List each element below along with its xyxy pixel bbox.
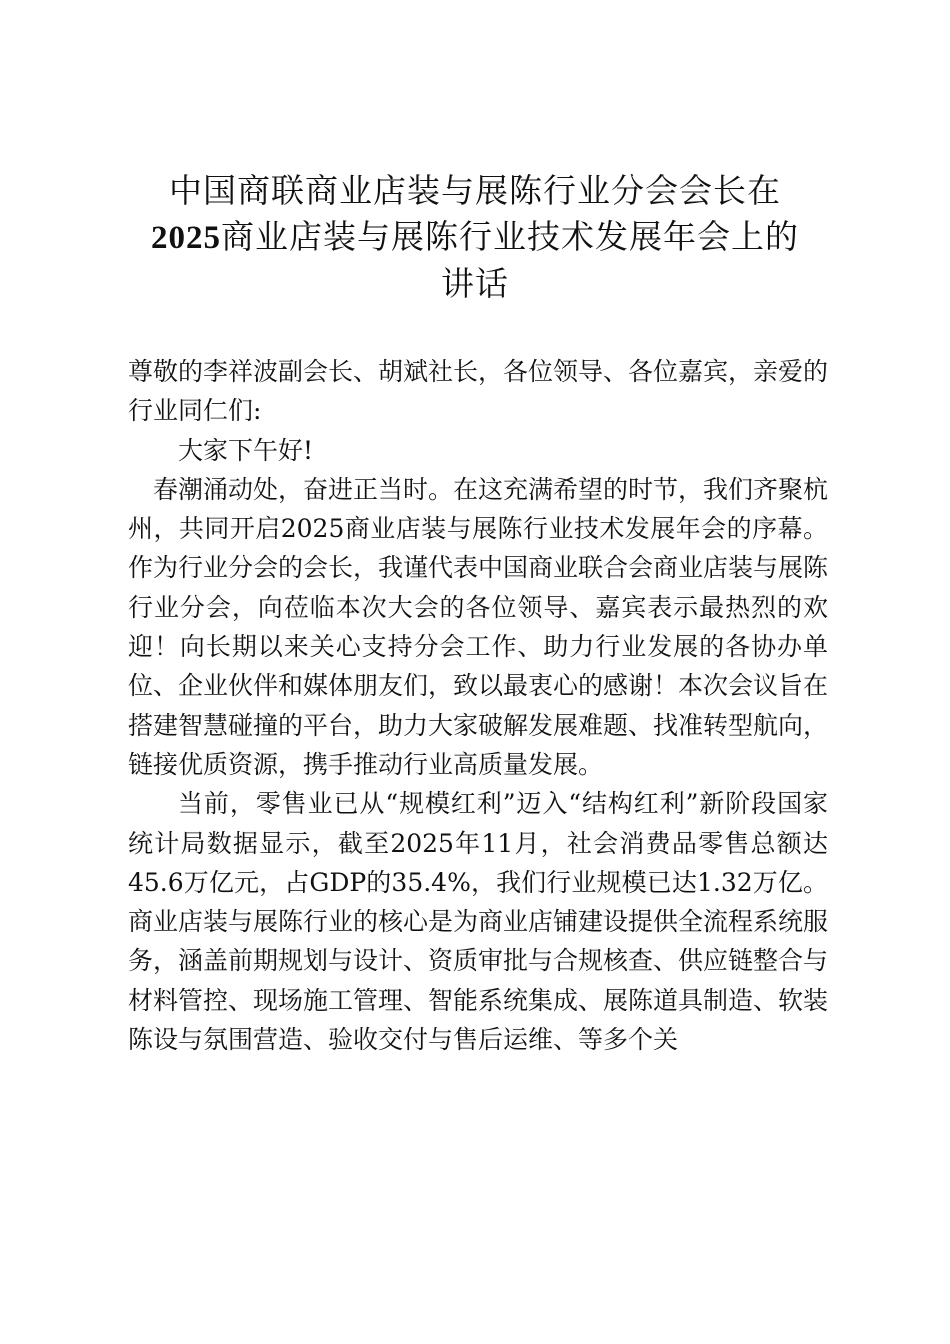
title-line-2 bbox=[100, 214, 850, 261]
title-line-3: 讲话 bbox=[441, 264, 509, 303]
title-year: 2025 bbox=[151, 220, 221, 256]
title-line-1: 中国商联商业店装与展陈行业分会会长在 bbox=[169, 171, 781, 210]
industry-paragraph: 当前，零售业已从“规模红利”迈入“结构红利”新阶段国家统计局数据显示，截至2025年11月，社会消费品零售总额达45.6万亿元，占GDP的35.4%，我们行业规模已达1.32万亿。商业店装与展陈行业的核心是为商业店铺建设提供全流程系统服务，涵盖前期规划与设计、资质审批与合规核查、供应链整合与材料管控、现场施工管理、智能系统集成、展陈道具制造、软装陈设与氛围营造、验收交付与售后运维、等多个关 bbox=[128, 789, 829, 1055]
document-title bbox=[100, 168, 850, 307]
greeting-paragraph: 大家下午好! bbox=[178, 435, 314, 465]
title-line-2-text: 商业店装与展陈行业技术发展年会上的 bbox=[221, 217, 799, 256]
opening-paragraph: 春潮涌动处，奋进正当时。在这充满希望的时节，我们齐聚杭州，共同开启2025商业店装与展陈行业技术发展年会的序幕。作为行业分会的会长，我谨代表中国商业联合会商业店装与展陈行业分会，向莅临本次大会的各位领导、嘉宾表示最热烈的欢迎！向长期以来关心支持分会工作、助力行业发展的各协办单位、企业伙伴和媒体朋友们，致以最衷心的感谢！本次会议旨在搭建智慧碰撞的平台，助力大家破解发展难题、找准转型航向，链接优质资源，携手推动行业高质量发展。 bbox=[128, 474, 829, 779]
salutation-paragraph: 尊敬的李祥波副会长、胡斌社长，各位领导、各位嘉宾，亲爱的行业同仁们: bbox=[128, 357, 829, 426]
document-body bbox=[128, 352, 828, 1059]
